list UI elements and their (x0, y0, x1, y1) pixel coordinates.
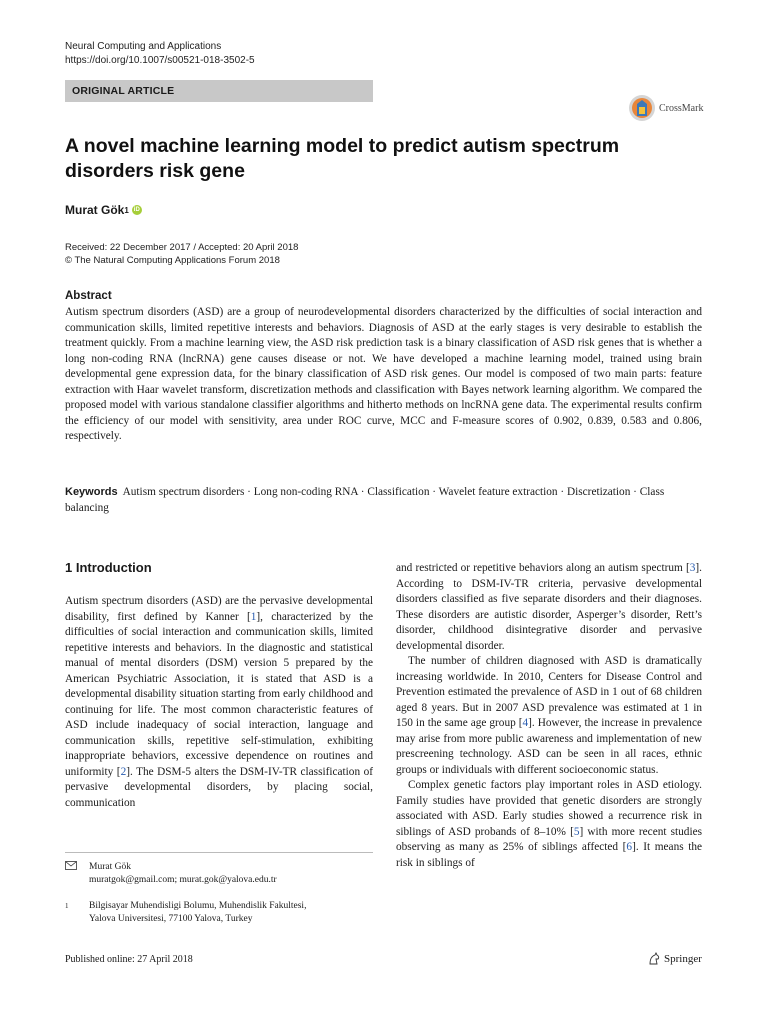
article-dates (65, 241, 298, 267)
abstract-text: Autism spectrum disorders (ASD) are a group of neurodevelopmental disorders characterized by the difficulties of social interaction and communication skills, limited repetitive interests and behaviors. Diagnosis of ASD at the early stages is very desirable to establish the treatment quickly. From a machine learning view, the ASD risk prediction task is a binary classification of ASD risk genes that is whether a long non-coding RNA (lncRNA) gene causes disease or not. We have developed a machine learning model, trained using brain developmental gene expression data, for the binary classification of ASD risk genes. Our model is composed of two main parts: feature extraction with Haar wavelet transform, discretization methods and classification with Bayes network learning algorithm. We compared the proposed model with various standalone classifier algorithms and hitherto methods on lncRNA gene data. The experimental results confirm the efficiency of our model with sensitivity, area under ROC curve, MCC and F-measure scores of 0.902, 0.839, 0.583 and 0.806, respectively. (65, 306, 702, 442)
paragraph (396, 654, 702, 778)
contact-name: Murat Gök (89, 862, 131, 872)
footnote-divider (65, 852, 373, 853)
text-run: ]. The DSM-5 alters the DSM-IV-TR classification of pervasive developmental disorders, by placing social, communication (65, 765, 373, 809)
left-column (65, 594, 373, 811)
keywords (65, 484, 702, 516)
keywords-text: Autism spectrum disorders · Long non-coding RNA · Classification · Wavelet feature extraction · Discretization · Class balancing (65, 486, 665, 514)
text-run: ]. According to DSM-IV-TR criteria, pervasive developmental disorders classified as five separate disorders and their diagnoses. These disorders are autistic disorder, Asperger’s disorder, Rett’s disorder, childhood disintegrative disorder and pervasive developmental disorder. (396, 562, 702, 652)
text-run: ]. It means the risk in siblings of (396, 841, 703, 869)
publisher-logo (647, 952, 702, 966)
author-name[interactable]: Murat Gök (65, 203, 125, 217)
doi-link[interactable]: https://doi.org/10.1007/s00521-018-3502-5 (65, 55, 255, 66)
crossmark-label: CrossMark (659, 102, 704, 114)
crossmark-icon (628, 94, 656, 122)
text-run: ] with more recent studies observing as many as 25% of siblings affected [ (396, 825, 703, 853)
citation-link[interactable]: 5 (573, 825, 580, 838)
text-run: ], characterized by the difficulties of social interaction and communication skills, limited repetitive interests and behaviors. In the diagnostic and statistical manual of mental disorders (DSM) version 5 prepared by the American Psychiatric Association, it is stated that ASD is a developmental disability situation starting from early childhood and continuing for life. The most common characteristic features of ASD include inadequacy of social interaction, language and communication skills, repetitive self-stimulation, exhibiting inappropriate behaviors, excessive dependence on routines and uniformity [ (65, 610, 373, 778)
affil-line: Bilgisayar Muhendisligi Bolumu, Muhendislik Fakultesi, (89, 901, 307, 911)
copyright: © The Natural Computing Applications Forum 2018 (65, 255, 280, 266)
text-run: Complex genetic factors play important roles in ASD etiology. Family studies have provided that genetic disorders are strongly associated with ASD. Early studies showed a recurrence risk in siblings of ASD probands of 8–10% [ (396, 779, 702, 838)
author-affil-mark: 1 (124, 205, 129, 215)
paragraph (65, 594, 373, 811)
springer-horse-icon (647, 952, 661, 966)
received-accepted: Received: 22 December 2017 / Accepted: 20 April 2018 (65, 242, 299, 253)
affil-mark: 1 (65, 902, 69, 910)
journal-name: Neural Computing and Applications (65, 41, 222, 52)
journal-header (65, 40, 255, 68)
section-heading: 1 Introduction (65, 560, 152, 575)
article-type-banner (65, 80, 373, 102)
article-title: A novel machine learning model to predict autism spectrum disorders risk gene (65, 135, 620, 182)
citation-link[interactable]: 6 (626, 841, 633, 853)
crossmark-badge[interactable] (628, 92, 708, 124)
citation-link[interactable]: 3 (689, 562, 696, 574)
envelope-icon (65, 861, 79, 887)
citation-link[interactable]: 2 (120, 765, 127, 778)
text-run: and restricted or repetitive behaviors along an autism spectrum [ (396, 562, 690, 574)
citation-link[interactable]: 4 (522, 717, 529, 729)
text-run: Autism spectrum disorders (ASD) are the pervasive developmental disability, first defined by Kanner [ (65, 595, 373, 623)
text-run: ]. However, the increase in prevalence may arise from more public awareness and implementation of new prescreening technology. ASD can be seen in all races, ethnic groups or individuals with different socioeconomic status. (396, 717, 702, 776)
keywords-label: Keywords (65, 486, 118, 498)
paragraph (396, 778, 702, 871)
author-line (65, 203, 142, 217)
paragraph (396, 561, 702, 654)
text-run: The number of children diagnosed with ASD is dramatically increasing worldwide. In 2010, Centers for Disease Control and Prevention estimated the prevalence of ASD in 1 out of 68 children aged 8 years. But in 2007 ASD prevalence was estimated at 1 in 150 in the same age group [ (396, 655, 702, 729)
affiliation-footnote (65, 900, 306, 926)
orcid-icon[interactable]: iD (133, 207, 140, 213)
affil-line: Yalova Universitesi, 77100 Yalova, Turkey (89, 914, 253, 924)
publisher-name: Springer (664, 953, 702, 965)
contact-footnote (65, 861, 277, 887)
citation-link[interactable]: 1 (250, 610, 257, 623)
published-date: Published online: 27 April 2018 (65, 954, 193, 965)
right-column (396, 561, 702, 871)
contact-emails[interactable]: muratgok@gmail.com; murat.gok@yalova.edu.tr (89, 875, 277, 885)
article-type-label: ORIGINAL ARTICLE (72, 85, 175, 97)
abstract-heading: Abstract (65, 290, 112, 302)
